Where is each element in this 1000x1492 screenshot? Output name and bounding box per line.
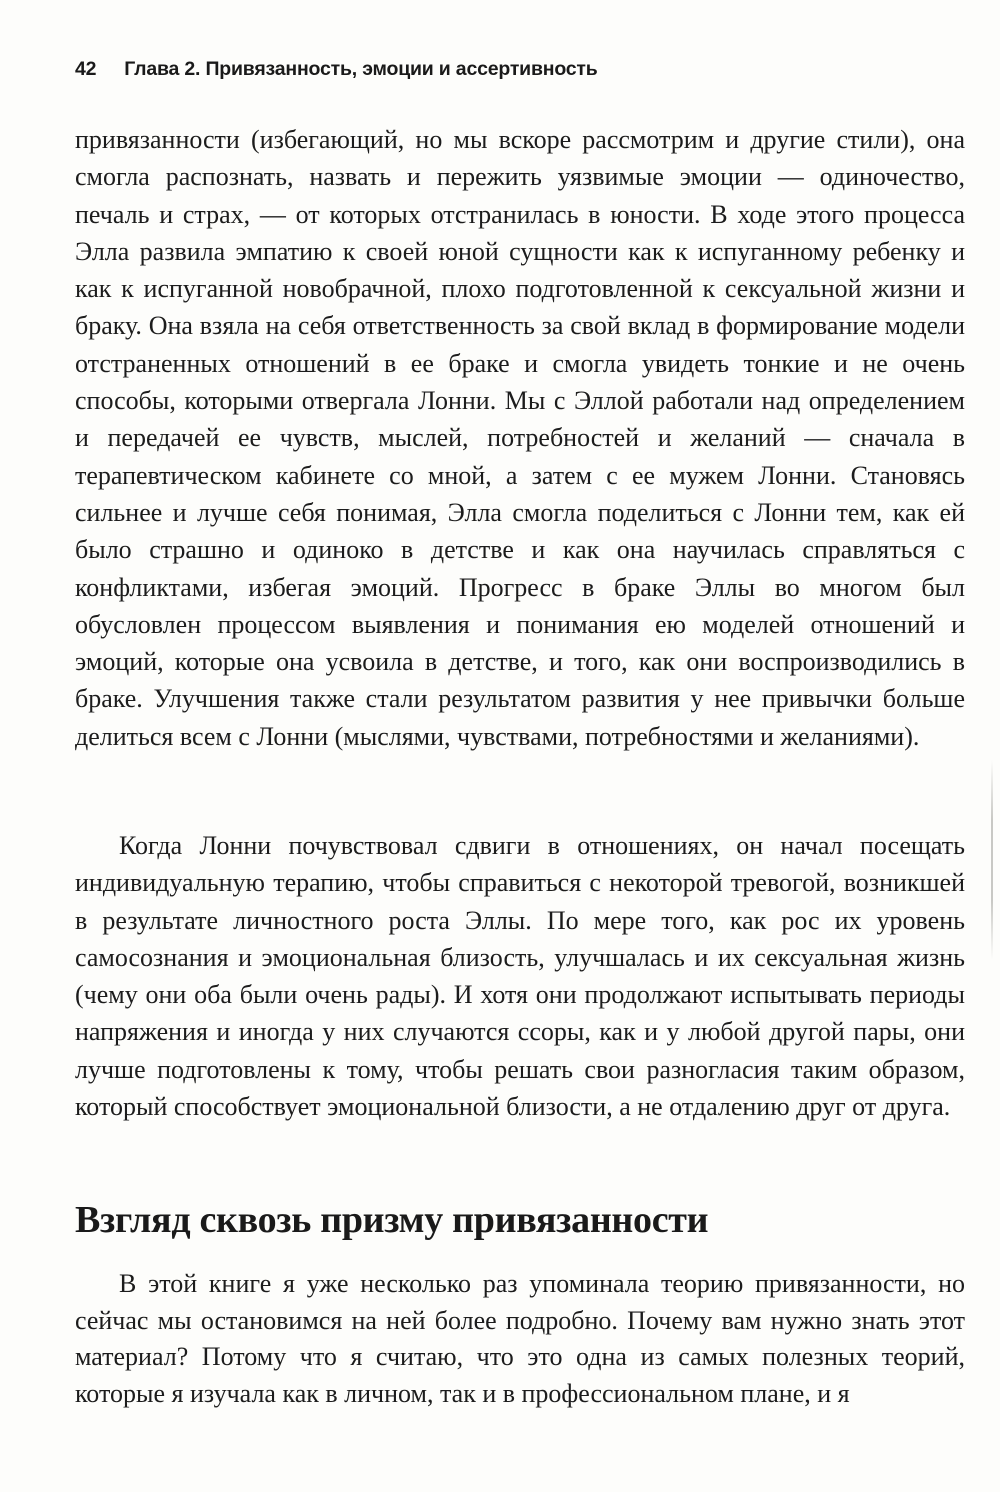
paragraph-continued — [75, 121, 965, 755]
page-edge-shadow — [991, 760, 993, 960]
paragraph-text: В этой книге я уже несколько раз упоминала теорию привязанности, но сейчас мы остановимся на ней более подробно. Почему вам нужно знать этот материал? Потому что я считаю, что это одна из самых полезных теорий, которые я изучала как в личном, так и в профессиональном плане, и я — [75, 1269, 965, 1408]
chapter-title: Глава 2. Привязанность, эмоции и ассертивность — [124, 58, 598, 80]
running-head — [75, 58, 955, 81]
paragraph — [75, 827, 965, 1125]
paragraph-text: Когда Лонни почувствовал сдвиги в отношениях, он начал посещать индивидуальную терапию, чтобы справиться с некоторой тревогой, возникшей в результате личностного роста Эллы. По мере того, как рос их уровень самосознания и эмоциональная близость, улучшалась и их сексуальная жизнь (чему они оба были очень рады). И хотя они продолжают испытывать периоды напряжения и иногда у них случаются ссоры, как и у любой другой пары, они лучше подготовлены к тому, чтобы решать свои разногласия таким образом, который способствует эмоциональной близости, а не отдалению друг от друга. — [75, 831, 965, 1122]
section-paragraph — [75, 1266, 965, 1412]
section-heading: Взгляд сквозь призму привязанности — [75, 1199, 709, 1241]
page-number: 42 — [75, 58, 97, 80]
paragraph-text: привязанности (избегающий, но мы вскоре рассмотрим и другие стили), она смогла распознать, назвать и пережить уязвимые эмоции — одиночество, печаль и страх, — от которых отстранилась в юности. В ходе этого процесса Элла развила эмпатию к своей юной сущности как к испуганному ребенку и как к испуганной новобрачной, плохо подготовленной к сексуальной жизни и браку. Она взяла на себя ответственность за свой вклад в формирование модели отстраненных отношений в ее браке и смогла увидеть тонкие и не очень способы, которыми отвергала Лонни. Мы с Эллой работали над определением и передачей ее чувств, мыслей, потребностей и желаний — сначала в терапевтическом кабинете со мной, а затем с ее мужем Лонни. Становясь сильнее и лучше себя понимая, Элла смогла поделиться с Лонни тем, как ей было страшно и одиноко в детстве и как она научилась справляться с конфликтами, избегая эмоций. Прогресс в браке Эллы во многом был обусловлен процессом выявления и понимания ею моделей отношений и эмоций, которые она усвоила в детстве, и того, как они воспроизводились в браке. Улучшения также стали результатом развития у нее привычки больше делиться всем с Лонни (мыслями, чувствами, потребностями и желаниями). — [75, 125, 965, 751]
